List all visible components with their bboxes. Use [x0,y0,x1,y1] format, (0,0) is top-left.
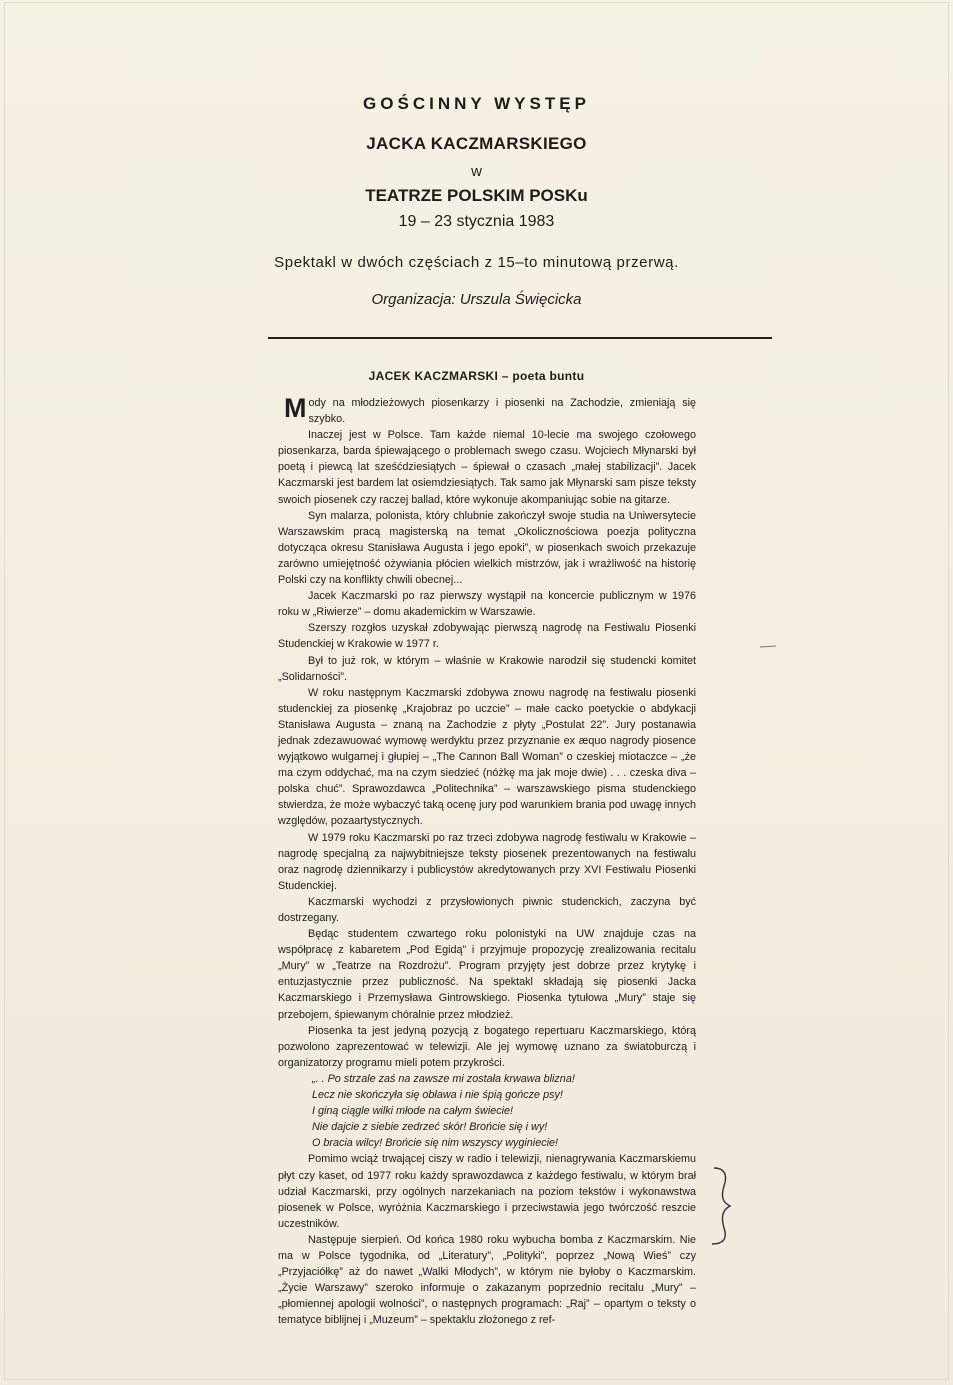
verse-line: Lecz nie skończyła się obława i nie śpią gończe psy! [312,1089,563,1102]
header-dates: 19 – 23 stycznia 1983 [398,213,555,230]
article-paragraph: Szerszy rozgłos uzyskał zdobywając pierwszą nagrodę na Festiwalu Piosenki Studenckiej w Krakowie w 1977 r. [278,622,696,651]
article-paragraph: W roku następnym Kaczmarski zdobywa znowu nagrodę na festiwalu piosenki studenckiej za piosenkę „Krajobraz po uczcie” – małe cacko poetyckie o abdykacji Stanisława Augusta – znaną na Zachodzie z płyty „Postulat 22”. Jury postanawia jednak zdezawuować wymowę werdyktu przez przyznanie ex æquo nagrody piosence wyjątkowo wulgarnej i głupiej – „The Cannon Ball Woman” o czeskiej miotaczce – „że ma czym oddychać, ma na czym siedzieć (nóżkę ma jak moje dwie) . . . czeska diva – polska chuć”. Sprawozdawca „Politechnika” – warszawskiego pisma studenckiego stwierdza, że może wybaczyć taką ocenę jury pod warunkiem brania pod uwagę innych względów, pozaartystycznych. [278,686,696,828]
article-paragraph: Syn malarza, polonista, który chlubnie zakończył swoje studia na Uniwersytecie Warszawskim pracą magisterską na temat „Okolicznościowa poezja polityczna dotycząca okresu Stanisława Augusta i jego epoki”, w piosenkach swoich przekazuje zarówno umiejętność ożywiania płócien wielkich mistrzów, jak i wrażliwość na historię Polski czy na konflikty chwili obecnej... [278,509,696,587]
header-venue: TEATRZE POLSKIM POSKu [365,186,588,205]
article-paragraph: Pomimo wciąż trwającej ciszy w radio i telewizji, nienagrywania Kaczmarskiemu płyt czy kaset, od 1977 roku każdy sprawozdawca z każdego festiwalu, w którym brał udział Kaczmarski, przy ogólnych narzekaniach na poziom tekstów i wykonawstwa piosenek w Polsce, wyróżnia Kaczmarskiego i przeciwstawia jego twórczość reszcie uczestników. [278,1153,696,1230]
verse-line: I giną ciągle wilki młode na całym świecie! [312,1105,514,1118]
verse-line: „. . Po strzale zaś na zawsze mi została krwawa blizna! [312,1072,575,1085]
article-paragraph: Inaczej jest w Polsce. Tam każde niemal 10-lecie ma swojego czołowego piosenkarza, barda śpiewającego o problemach swego czasu. Wojciech Młynarski był poetą i piewcą lat sześćdziesiątych – śpiewał o czasach „małej stabilizacji”. Jacek Kaczmarski jest bardem lat osiemdziesiątych. Tak samo jak Młynarski sam pisze teksty swoich piosenek czy raczej ballad, które wykonuje akompaniując sobie na gitarze. [278,429,696,506]
verse-line: Nie dajcie z siebie zedrzeć skór! Brońcie się i wy! [312,1121,548,1134]
article-paragraph: W 1979 roku Kaczmarski po raz trzeci zdobywa nagrodę festiwalu w Krakowie – nagrodę specjalną za najwybitniejsze teksty piosenek prezentowanych na festiwalu oraz nagrodę dziennikarzy i publicystów akredytowanych przy XVI Festiwalu Piosenki Studenckiej. [278,831,696,892]
header-preposition: w [471,163,482,180]
verse-line: O bracia wilcy! Brońcie się nim wszyscy wyginiecie! [312,1137,558,1150]
header-guest-performance: GOŚCINNY WYSTĘP [363,94,590,113]
drop-cap: M [284,393,307,423]
article-paragraph: Następuje sierpień. Od końca 1980 roku wybucha bomba z Kaczmarskim. Nie ma w Polsce tygodnika, od „Literatury”, „Polityki”, poprzez „Nową Wieś” czy „Przyjaciółkę” aż do nawet „Walki Młodych”, w którym nie byłoby o Kaczmarskim. „Życie Warszawy” szeroko informuje o zakazanym poprzednio recitalu „Mury” – „płomiennej apologii wolności”, o następnych programach: „Raj” – opartym o teksty o tematyce biblijnej i „Muzeum” – spektaklu złożonego z ref- [278,1233,696,1327]
header-program-note: Spektakl w dwóch częściach z 15–to minutową przerwą. [274,254,679,271]
article-paragraph: Jacek Kaczmarski po raz pierwszy wystąpił na koncercie publicznym w 1976 roku w „Riwierze” – domu akademickim w Warszawie. [278,590,696,619]
song-verse [312,1071,696,1151]
article-title: JACEK KACZMARSKI – poeta buntu [368,369,585,383]
header-organizer: Organizacja: Urszula Święcicka [371,291,582,308]
article-paragraph: Mody na młodzieżowych piosenkarzy i piosenki na Zachodzie, zmieniają się szybko. [284,393,696,426]
article-paragraph: Będąc studentem czwartego roku polonistyki na UW znajduje czas na współpracę z kabaretem „Pod Egidą” i przyjmuje propozycję zrealizowania recitalu „Mury” w „Teatrze na Rozdrożu”. Program przyjęty jest dobrze przez krytykę i entuzjastycznie przez publiczność. Na spektakl składają się piosenki Jacka Kaczmarskiego i Przemysława Gintrowskiego. Piosenka tytułowa „Mury” staje się przebojem, śpiewanym chóralnie przez młodzież. [278,928,696,1021]
header-performer-name: JACKA KACZMARSKIEGO [366,134,587,153]
article-paragraph: Kaczmarski wychodzi z przysłowionych piwnic studenckich, zaczyna być dostrzegany. [278,895,696,924]
article-body [278,395,696,1328]
article-paragraph: Był to już rok, w którym – właśnie w Krakowie narodził się studencki komitet „Solidarności”. [278,654,696,683]
handwritten-dash-mark [760,645,776,648]
divider-rule [268,337,772,339]
article-paragraph: Piosenka ta jest jedyną pozycją z bogatego repertuaru Kaczmarskiego, którą pozwolono zaprezentować w telewizji. Ale jej wymowę uznano za światoburczą i organizatorzy programu mieli potem przykrości. [278,1024,696,1069]
handwritten-brace-mark [710,1166,740,1246]
